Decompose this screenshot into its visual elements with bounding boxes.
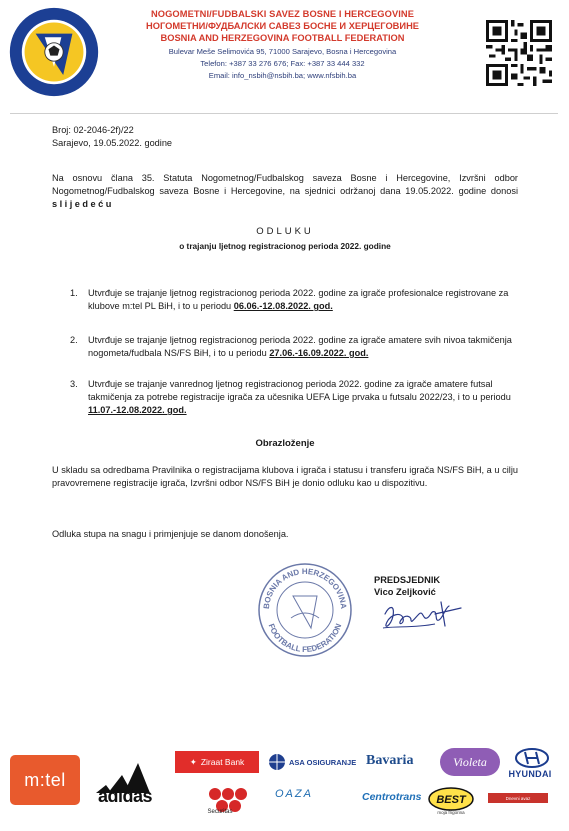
- nfsbih-crest-icon: [8, 6, 100, 98]
- item-period: 27.06.-16.09.2022. god.: [269, 348, 369, 358]
- header-divider: [10, 113, 558, 114]
- org-name-cyrillic: НОГОМЕТНИ/ФУДБАЛСКИ САВЕЗ БОСНЕ И ХЕРЦЕГОВИНЕ: [146, 21, 419, 31]
- qr-code-icon: [486, 20, 552, 86]
- sponsor-dnevni-logo: [488, 793, 548, 803]
- sponsor-asa-logo: [268, 752, 358, 772]
- document-meta: [52, 124, 172, 150]
- org-name-english: BOSNIA AND HERZEGOVINA FOOTBALL FEDERATION: [160, 33, 405, 43]
- item-period: 11.07.-12.08.2022. god.: [88, 405, 187, 415]
- org-header: [105, 8, 460, 81]
- hyundai-emblem-icon: [514, 748, 550, 768]
- ziraat-wheat-icon: ✦: [189, 756, 197, 767]
- item-text: Utvrđuje se trajanje ljetnog registracionog perioda 2022. godine za igrače profesionalce registrovane za klubove m:tel PL BiH, i to u periodu: [88, 288, 509, 311]
- org-email-web: Email: info_nsbih@nsbih.ba; www.nfsbih.ba: [208, 71, 357, 80]
- closing-text: Odluka stupa na snagu i primjenjuje se danom donošenja.: [52, 529, 289, 539]
- sponsor-securitas-text: Securitas: [207, 809, 233, 815]
- org-name-latin: NOGOMETNI/FUDBALSKI SAVEZ BOSNE I HERCEGOVINE: [150, 9, 415, 19]
- asa-globe-icon: [268, 753, 286, 771]
- decision-item: [70, 378, 518, 417]
- sponsor-violeta-logo: [440, 748, 500, 776]
- decision-subtitle: o trajanju ljetnog registracionog perioda 2022. godine: [179, 241, 391, 251]
- sponsor-best-text: BEST: [436, 794, 466, 806]
- sponsor-best-subtext: moja frigorina: [437, 810, 465, 815]
- sponsor-hyundai-text: HYUNDAI: [508, 769, 552, 779]
- decision-title: ODLUKU: [256, 226, 314, 237]
- decision-item: [70, 287, 518, 313]
- document-place-date: Sarajevo, 19.05.2022. godine: [52, 138, 173, 148]
- sponsor-bavaria-text: Bavaria: [366, 753, 414, 768]
- intro-paragraph: [52, 172, 518, 211]
- org-address: Bulevar Meše Selimovića 95, 71000 Sarajevo, Bosna i Hercegovina: [168, 47, 397, 56]
- document-number: Broj: 02-2046-2f)/22: [52, 125, 134, 135]
- handwritten-signature-icon: [365, 596, 475, 636]
- sponsor-asa-text: ASA OSIGURANJE: [289, 757, 357, 767]
- signatory-name: Vico Zeljković: [374, 587, 436, 597]
- sponsor-mtel-text: m:tel: [24, 769, 66, 790]
- sponsor-dnevni-text: Dnevni avaz: [505, 795, 531, 801]
- sponsor-violeta-text: Violeta: [453, 754, 487, 769]
- reasoning-title: Obrazloženje: [255, 438, 315, 449]
- item-text: Utvrđuje se trajanje ljetnog registracionog perioda 2022. godine za igrače amatere svih nivoa takmičenja nogometa/fudbala NS/FS BiH, i to u periodu: [88, 335, 512, 358]
- sponsor-mtel-logo: [10, 755, 80, 805]
- item-text: Utvrđuje se trajanje vanrednog ljetnog registracionog perioda 2022. godine za igrače amatere futsal takmičenja za potrebe registracije igrača za učesnika UEFA Lige prvaka u futsalu 2022/23, i to u periodu: [88, 379, 511, 402]
- signatory-title: PREDSJEDNIK: [374, 575, 441, 585]
- sponsor-best-logo: [428, 787, 474, 811]
- sponsor-ziraat-text: Ziraat Bank: [200, 757, 245, 767]
- item-period: 06.06.-12.08.2022. god.: [233, 301, 333, 311]
- sponsor-adidas-text: adidas: [97, 786, 153, 806]
- reasoning-text: U skladu sa odredbama Pravilnika o registracijama klubova i igrača i statusu i transferu igrača NS/FS BiH, a u cilju pravovremene registracije igrača, Izvršni odbor NS/FS BiH je donio odluku kao u dispozitivu.: [52, 465, 518, 488]
- stamp-text-top: BOSNIA AND HERZEGOVINA: [261, 566, 349, 610]
- decision-item: [70, 334, 518, 360]
- sponsor-ziraat-logo: [175, 751, 259, 773]
- item-number: 3.: [70, 379, 78, 389]
- sponsor-oaza-text: OAZA: [275, 788, 313, 800]
- item-number: 2.: [70, 335, 78, 345]
- sponsor-centrotrans-text: Centrotrans: [362, 791, 422, 803]
- intro-text: Na osnovu člana 35. Statuta Nogometnog/Fudbalskog saveza Bosne i Hercegovine, Izvršni odbor Nogometnog/Fudbalskog saveza Bosne i Hercegovine, na sjednici održanoj dana 19.05.2022. godine donosi: [52, 173, 518, 196]
- org-phone-fax: Telefon: +387 33 276 676; Fax: +387 33 444 332: [200, 59, 365, 68]
- svg-text:BOSNIA AND HERZEGOVINA: [262, 567, 348, 610]
- item-number: 1.: [70, 288, 78, 298]
- stamp-text-bottom: FOOTBALL FEDERATION: [266, 622, 344, 655]
- official-stamp-icon: [255, 560, 355, 660]
- intro-spaced-word: slijedeću: [52, 199, 114, 209]
